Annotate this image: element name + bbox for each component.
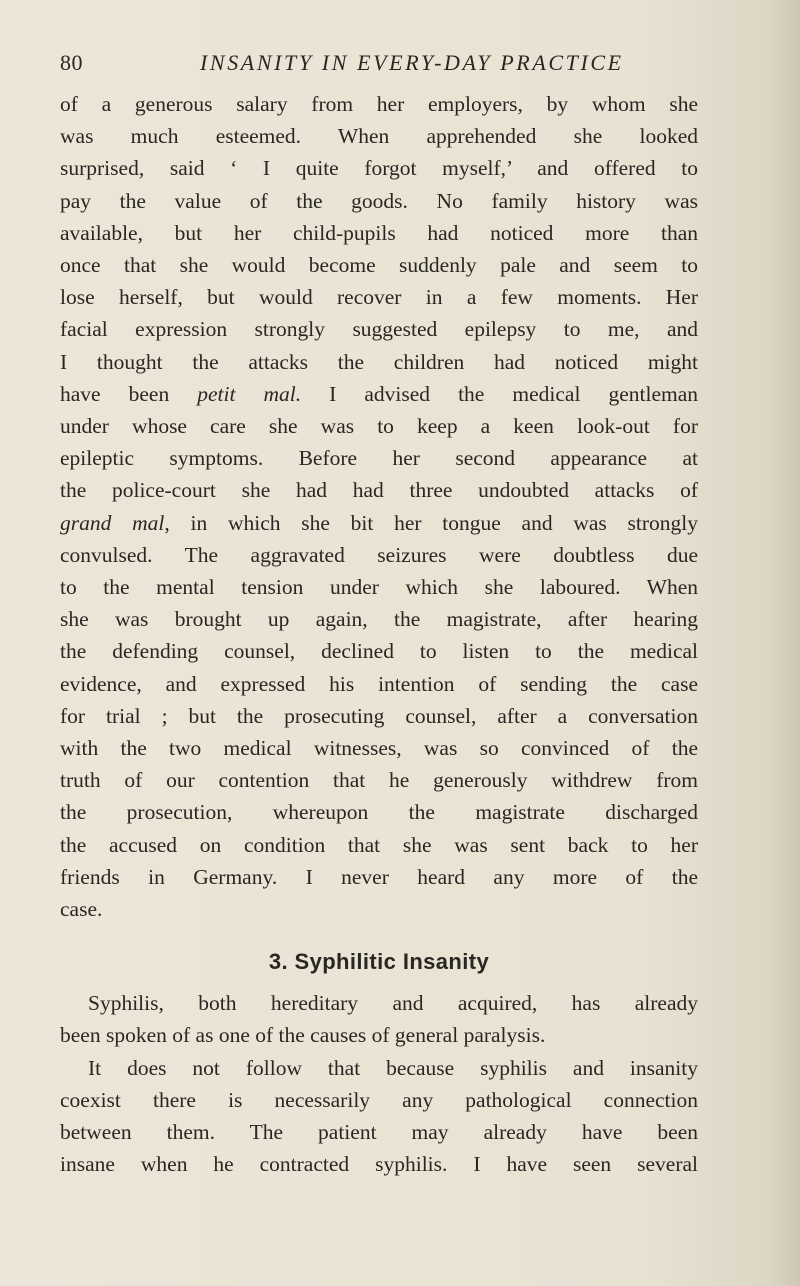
text-line: the defending counsel, declined to listen to the medical bbox=[60, 639, 698, 664]
running-title: INSANITY IN EVERY-DAY PRACTICE bbox=[200, 50, 624, 75]
text-line: Syphilis, both hereditary and acquired, has already bbox=[88, 991, 698, 1016]
text-line-petit-mal bbox=[60, 378, 698, 410]
paragraph-syphilis-intro bbox=[60, 987, 698, 1051]
italic-term-petit-mal: petit mal. bbox=[197, 381, 302, 406]
text-line: I thought the attacks the children had noticed might bbox=[60, 349, 698, 374]
text-line: convulsed. The aggravated seizures were doubtless due bbox=[60, 542, 698, 567]
text-line: for trial ; but the prosecuting counsel, after a conversation bbox=[60, 703, 698, 728]
text-line: the accused on condition that she was sent back to her bbox=[60, 832, 698, 857]
text-line: epileptic symptoms. Before her second appearance at bbox=[60, 446, 698, 471]
text-line: was much esteemed. When apprehended she looked bbox=[60, 124, 698, 149]
page-body bbox=[60, 88, 698, 1181]
paragraph-case-report bbox=[60, 88, 698, 925]
text-line-last: been spoken of as one of the causes of general paralysis. bbox=[60, 1023, 546, 1048]
text-line: facial expression strongly suggested epilepsy to me, and bbox=[60, 317, 698, 342]
text-line: coexist there is necessarily any pathological connection bbox=[60, 1087, 698, 1112]
text-line: the prosecution, whereupon the magistrate discharged bbox=[60, 800, 698, 825]
text-line: under whose care she was to keep a keen look-out for bbox=[60, 414, 698, 439]
text-line: available, but her child-pupils had noticed more than bbox=[60, 220, 698, 245]
text-line: she was brought up again, the magistrate, after hearing bbox=[60, 607, 698, 632]
text-line: lose herself, but would recover in a few moments. Her bbox=[60, 285, 698, 310]
text-line-last: case. bbox=[60, 897, 103, 922]
text-line: insane when he contracted syphilis. I have seen several bbox=[60, 1152, 698, 1177]
line-suffix: , in which she bit her tongue and was strongly bbox=[164, 510, 699, 535]
text-line: the police-court she had had three undoubted attacks of bbox=[60, 478, 698, 503]
text-line: once that she would become suddenly pale and seem to bbox=[60, 253, 698, 278]
page-header bbox=[60, 50, 700, 80]
text-line: of a generous salary from her employers, by whom she bbox=[60, 92, 698, 116]
text-line: evidence, and expressed his intention of sending the case bbox=[60, 671, 698, 696]
italic-term-grand-mal: grand mal bbox=[60, 510, 165, 535]
text-line-grand-mal bbox=[60, 507, 698, 539]
line-suffix: I advised the medical gentleman bbox=[301, 381, 698, 406]
text-line: It does not follow that because syphilis and insanity bbox=[88, 1055, 698, 1080]
line-prefix: have been bbox=[60, 381, 198, 406]
text-line: surprised, said ‘ I quite forgot myself,’ and offered to bbox=[60, 156, 698, 181]
paragraph-syphilis-connection bbox=[60, 1052, 698, 1181]
page-number: 80 bbox=[60, 50, 83, 75]
text-line: friends in Germany. I never heard any more of the bbox=[60, 864, 698, 889]
text-line: with the two medical witnesses, was so convinced of the bbox=[60, 736, 698, 761]
text-line: pay the value of the goods. No family history was bbox=[60, 188, 698, 213]
text-line: to the mental tension under which she laboured. When bbox=[60, 575, 698, 600]
text-line: between them. The patient may already have been bbox=[60, 1120, 698, 1145]
section-heading: 3. Syphilitic Insanity bbox=[268, 949, 490, 975]
text-line: truth of our contention that he generously withdrew from bbox=[60, 768, 698, 793]
